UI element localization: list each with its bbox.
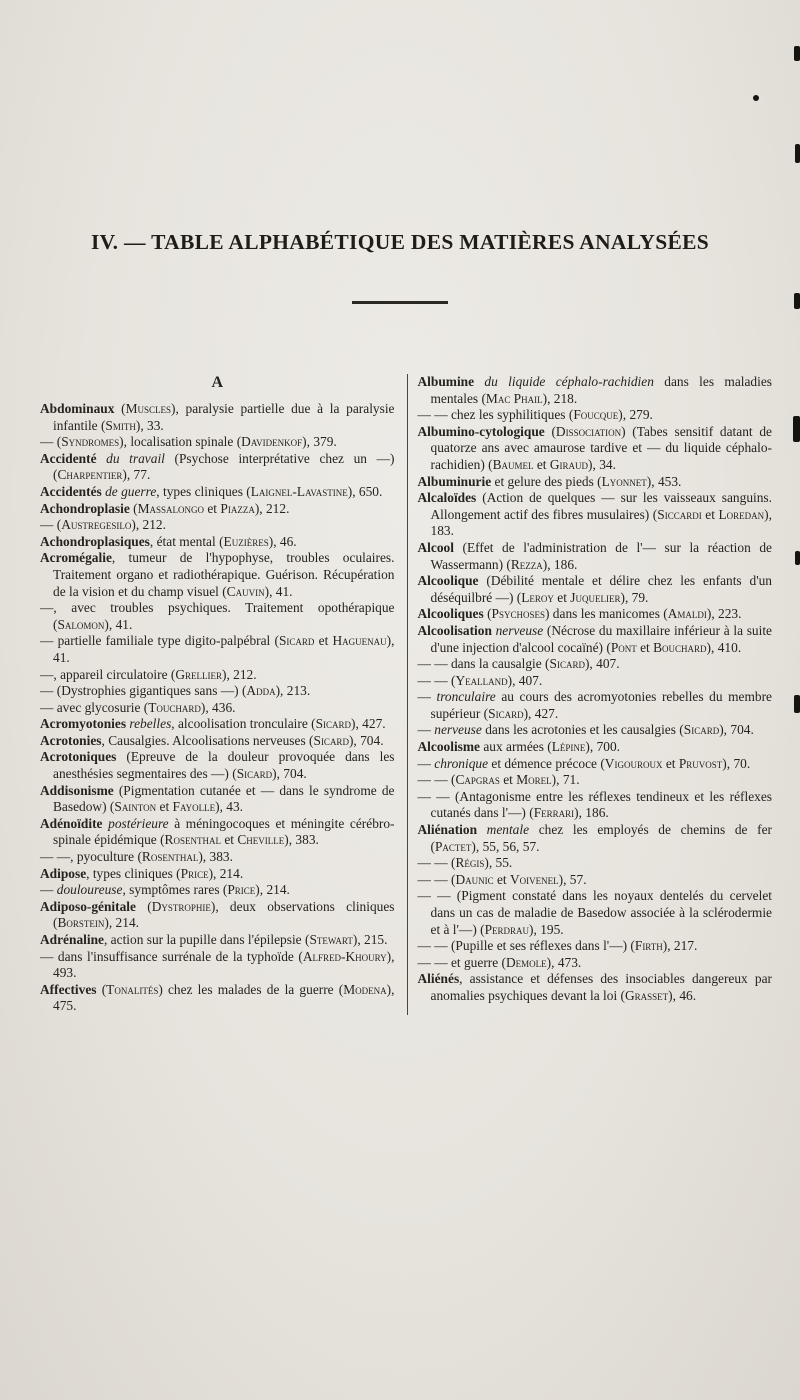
index-entry: — (Austregesilo), 212. bbox=[40, 517, 166, 533]
index-entry: — — et guerre (Demole), 473. bbox=[417, 954, 582, 970]
scan-artifact bbox=[794, 46, 800, 61]
index-entry: Adiposo-génitale (Dystrophie), deux observations cliniques (Borstein), 214. bbox=[40, 898, 395, 931]
index-entry: Aliénation mentale chez les employés de chemins de fer (Pactet), 55, 56, 57. bbox=[417, 822, 772, 854]
index-entry: Alcool (Effet de l'administration de l'— sur la réaction de Wassermann) (Rezza), 186. bbox=[417, 539, 772, 572]
scan-artifact bbox=[795, 144, 800, 163]
index-entry: — dans l'insuffisance surrénale de la typhoïde (Alfred-Khoury), 493. bbox=[40, 948, 395, 981]
index-entry: — — (Antagonisme entre les réflexes tendineux et les réflexes cutanés dans l'—) (Ferrari), 186. bbox=[417, 788, 772, 821]
index-entry: Addisonisme (Pigmentation cutanée et — dans le syndrome de Basedow) (Sainton et Fayolle), 43. bbox=[40, 782, 395, 815]
page-title: IV. — TABLE ALPHABÉTIQUE DES MATIÈRES ANALYSÉES bbox=[90, 230, 710, 254]
scan-artifact bbox=[794, 695, 800, 713]
index-entry: Albumino-cytologique (Dissociation) (Tabes sensitif datant de quatorze ans avec amaurose tardive et — du liquide céphalo-rachidien) (Baumel et Giraud), 34. bbox=[417, 423, 772, 472]
index-entry: Acrotonies, Causalgies. Alcoolisations nerveuses (Sicard), 704. bbox=[40, 732, 384, 748]
index-entry: Albuminurie et gelure des pieds (Lyonnet), 453. bbox=[417, 473, 682, 489]
index-entry: — — chez les syphilitiques (Foucque), 279. bbox=[417, 407, 653, 423]
index-entry: Achondroplasie (Massalongo et Piazza), 212. bbox=[40, 500, 290, 516]
index-entry: Acromyotonies rebelles, alcoolisation tronculaire (Sicard), 427. bbox=[40, 716, 386, 732]
index-entry: Aliénés, assistance et défenses des insociables dangereux par anomalies psychiques devant la loi (Grasset), 46. bbox=[417, 971, 772, 1003]
index-entry: Affectives (Tonalités) chez les malades de la guerre (Modena), 475. bbox=[40, 981, 395, 1014]
column-divider bbox=[407, 374, 408, 1015]
index-entry: Accidentés de guerre, types cliniques (Laignel-Lavastine), 650. bbox=[40, 483, 383, 499]
index-entry: — douloureuse, symptômes rares (Price), 214. bbox=[40, 882, 290, 898]
index-entry: — avec glycosurie (Touchard), 436. bbox=[40, 699, 236, 715]
index-entry: — — (Pigment constaté dans les noyaux dentelés du cervelet dans un cas de maladie de Basedow associée à la sclérodermie et à l'—) (Perdrau), 195. bbox=[417, 888, 772, 937]
scan-artifact bbox=[793, 416, 800, 442]
index-entry: Alcooliques (Psychoses) dans les manicomes (Amaldi), 223. bbox=[417, 606, 742, 622]
index-entry: — nerveuse dans les acrotonies et les causalgies (Sicard), 704. bbox=[417, 722, 754, 738]
index-entry: Acromégalie, tumeur de l'hypophyse, troubles oculaires. Traitement organo et radiothérapique. Guérison. Récupération de la vision et du champ visuel (Cauvin), 41. bbox=[40, 550, 395, 599]
left-entries bbox=[40, 401, 395, 1015]
index-entry: Achondroplasiques, état mental (Euzières), 46. bbox=[40, 533, 297, 549]
title-rule bbox=[352, 301, 448, 304]
index-entry: Accidenté du travail (Psychose interprétative chez un —) (Charpentier), 77. bbox=[40, 450, 395, 483]
index-entry: Abdominaux (Muscles), paralysie partielle due à la paralysie infantile (Smith), 33. bbox=[40, 401, 395, 433]
index-columns bbox=[0, 374, 800, 1015]
index-entry: — — dans la causalgie (Sicard), 407. bbox=[417, 656, 620, 672]
section-letter: A bbox=[211, 374, 224, 391]
index-entry: Alcoolisme aux armées (Lépine), 700. bbox=[417, 739, 621, 755]
scan-artifact bbox=[795, 551, 800, 565]
index-entry: — — (Capgras et Morel), 71. bbox=[417, 772, 580, 788]
index-entry: — (Dystrophies gigantiques sans —) (Adda), 213. bbox=[40, 683, 311, 699]
index-entry: — partielle familiale type digito-palpébral (Sicard et Haguenau), 41. bbox=[40, 633, 395, 665]
index-entry: —, avec troubles psychiques. Traitement opothérapique (Salomon), 41. bbox=[40, 600, 395, 632]
index-entry: — tronculaire au cours des acromyotonies rebelles du membre supérieur (Sicard), 427. bbox=[417, 689, 772, 721]
index-entry: — (Syndromes), localisation spinale (Davidenkof), 379. bbox=[40, 434, 337, 450]
index-entry: Adénoïdite postérieure à méningocoques et méningite cérébro-spinale épidémique (Rosenthal et Cheville), 383. bbox=[40, 815, 395, 848]
right-column bbox=[418, 374, 773, 1015]
left-column bbox=[40, 374, 395, 1015]
index-entry: — — (Daunic et Voivenel), 57. bbox=[417, 871, 587, 887]
index-entry: Adrénaline, action sur la pupille dans l'épilepsie (Stewart), 215. bbox=[40, 932, 388, 947]
index-entry: Alcoolique (Débilité mentale et délire chez les enfants d'un déséquilbré —) (Leroy et Juquelier), 79. bbox=[417, 573, 772, 605]
index-entry: — — (Pupille et ses réflexes dans l'—) (Firth), 217. bbox=[417, 938, 698, 954]
index-entry: — —, pyoculture (Rosenthal), 383. bbox=[40, 849, 233, 865]
index-entry: Alcoolisation nerveuse (Nécrose du maxillaire inférieur à la suite d'une injection d'alcool cocaïné) (Pont et Bouchard), 410. bbox=[417, 622, 773, 655]
scan-artifact bbox=[794, 293, 800, 309]
index-entry: Albumine du liquide céphalo-rachidien dans les maladies mentales (Mac Phail), 218. bbox=[417, 374, 772, 406]
right-entries bbox=[418, 374, 773, 1005]
index-entry: Adipose, types cliniques (Price), 214. bbox=[40, 865, 244, 881]
index-entry: Alcaloïdes (Action de quelques — sur les vaisseaux sanguins. Allongement actif des fibres musulaires) (Siccardi et Loredan), 183. bbox=[417, 490, 772, 539]
scan-artifact bbox=[753, 95, 759, 101]
index-entry: — — (Régis), 55. bbox=[417, 855, 513, 871]
index-entry: — — (Yealland), 407. bbox=[417, 672, 543, 688]
index-entry: Acrotoniques (Epreuve de la douleur provoquée dans les anesthésies segmentaires des —) (Sicard), 704. bbox=[40, 749, 395, 782]
index-entry: —, appareil circulatoire (Grellier), 212. bbox=[40, 666, 257, 682]
index-entry: — chronique et démence précoce (Vigouroux et Pruvost), 70. bbox=[417, 755, 751, 771]
